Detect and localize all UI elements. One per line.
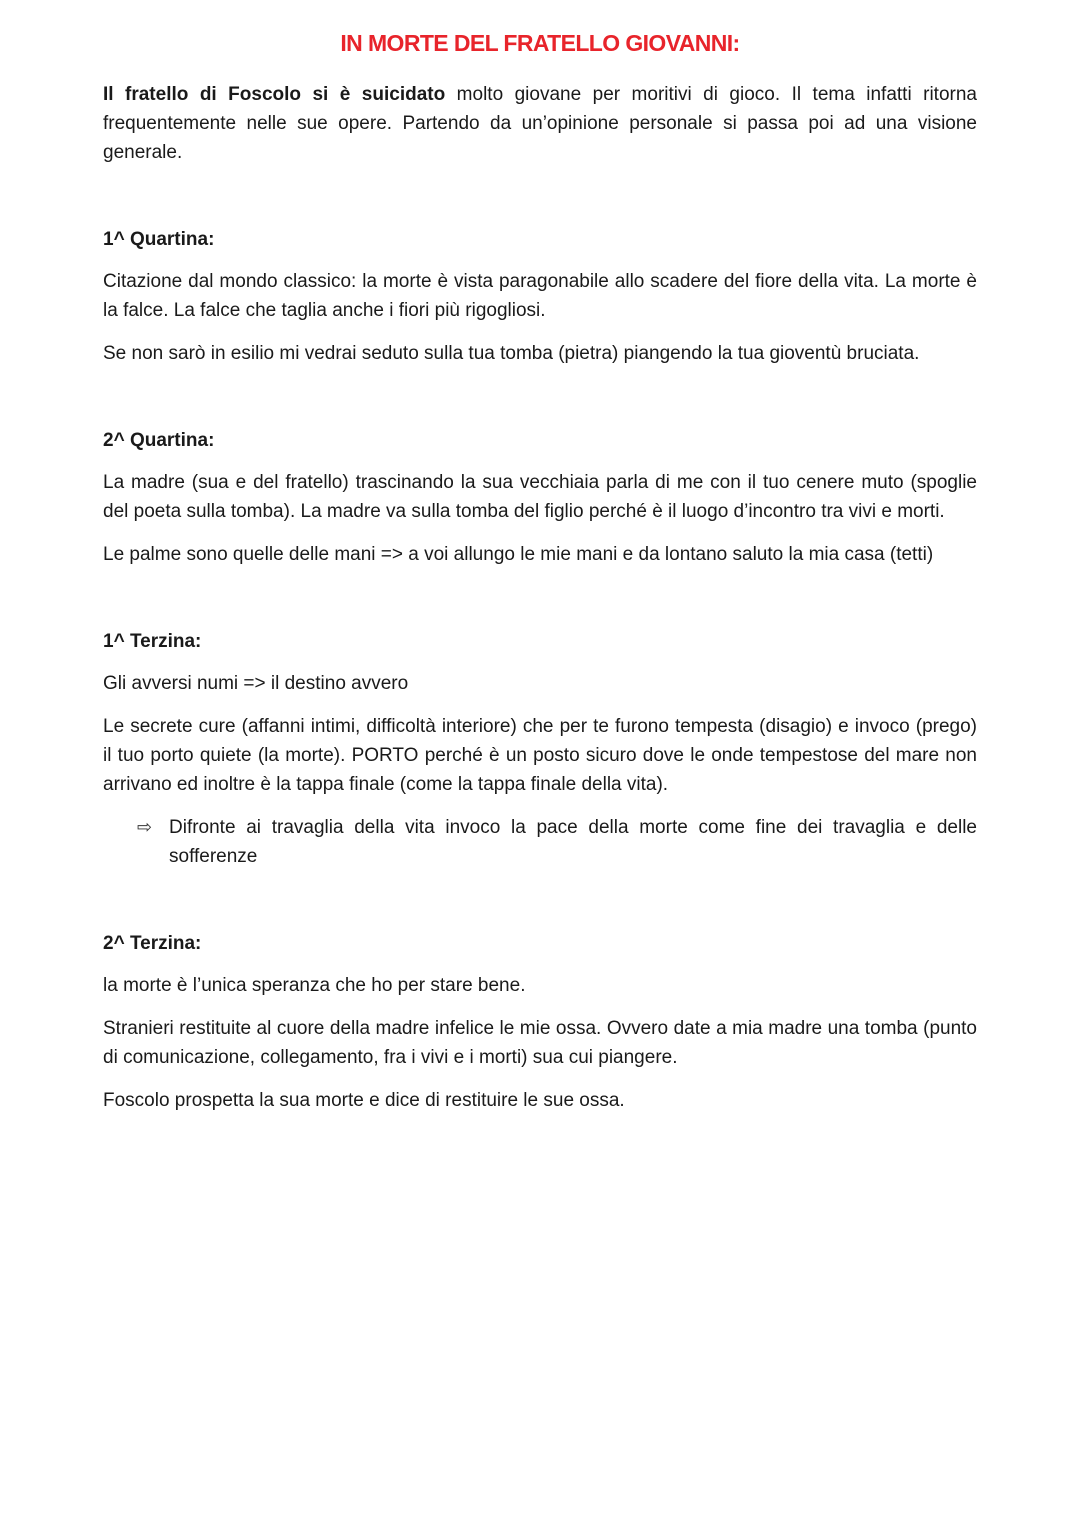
intro-bold-text: Il fratello di Foscolo si è suicidato: [103, 84, 446, 105]
section-2-terzina: [103, 929, 977, 1115]
arrow-right-outline-icon: ⇨: [137, 817, 153, 837]
bullet-text: Difronte ai travaglia della vita invoco la pace della morte come fine dei travaglia e delle sofferenze: [169, 817, 977, 867]
section-paragraph: Citazione dal mondo classico: la morte è vista paragonabile allo scadere del fiore della vita. La morte è la falce. La falce che taglia anche i fiori più rigogliosi.: [103, 271, 977, 321]
bullet-item: [137, 813, 977, 871]
section-heading: 1^ Quartina:: [103, 229, 215, 250]
document-title: IN MORTE DEL FRATELLO GIOVANNI:: [340, 30, 740, 56]
section-paragraph: La madre (sua e del fratello) trascinando la sua vecchiaia parla di me con il tuo cenere muto (spoglie del poeta sulla tomba). La madre va sulla tomba del figlio perché è il luogo d’incontro tra vivi e morti.: [103, 472, 977, 522]
section-paragraph: Gli avversi numi => il destino avvero: [103, 673, 409, 694]
section-paragraph: Se non sarò in esilio mi vedrai seduto sulla tua tomba (pietra) piangendo la tua gioventù bruciata.: [103, 343, 920, 364]
intro-paragraph: [103, 80, 977, 167]
document-page: [103, 24, 977, 1115]
section-paragraph: Le palme sono quelle delle mani => a voi allungo le mie mani e da lontano saluto la mia casa (tetti): [103, 544, 934, 565]
section-heading: 2^ Terzina:: [103, 933, 202, 954]
section-paragraph: Stranieri restituite al cuore della madre infelice le mie ossa. Ovvero date a mia madre una tomba (punto di comunicazione, collegamento, fra i vivi e i morti) sua cui piangere.: [103, 1018, 977, 1068]
section-heading: 1^ Terzina:: [103, 631, 202, 652]
section-paragraph: Le secrete cure (affanni intimi, difficoltà interiore) che per te furono tempesta (disagio) e invoco (prego) il tuo porto quiete (la morte). PORTO perché è un posto sicuro dove le onde tempestose del mare non arrivano ed inoltre è la tappa finale (come la tappa finale della vita).: [103, 716, 977, 795]
section-1-quartina: [103, 225, 977, 368]
section-paragraph: la morte è l’unica speranza che ho per stare bene.: [103, 975, 526, 996]
intro-text: molto giovane per moritivi di gioco. Il tema infatti ritorna frequentemente nelle sue opere. Partendo da un’opinione personale si passa poi ad una visione generale.: [103, 84, 977, 163]
section-1-terzina: [103, 627, 977, 871]
section-heading: 2^ Quartina:: [103, 430, 215, 451]
section-paragraph: Foscolo prospetta la sua morte e dice di restituire le sue ossa.: [103, 1090, 625, 1111]
section-2-quartina: [103, 426, 977, 569]
